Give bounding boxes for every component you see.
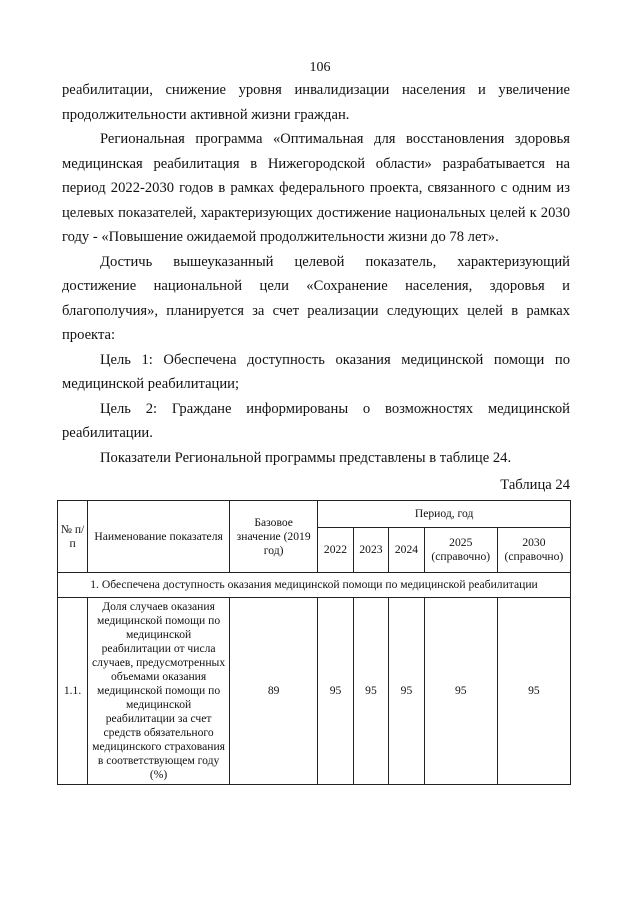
header-base: Базовое значение (2019 год) [230,501,318,573]
paragraph: реабилитации, снижение уровня инвалидизации населения и увеличение продолжительности активной жизни граждан. [62,82,570,123]
row-base-value: 89 [230,598,318,785]
row-value: 95 [424,598,497,785]
row-num: 1.1. [58,598,88,785]
paragraph: Достичь вышеуказанный целевой показатель, характеризующий достижение национальной цели «Сохранение населения, здоровья и благополучия», планируется за счет реализации следующих целей в рамках проекта: [62,253,570,343]
indicators-table [57,500,571,785]
row-value: 95 [353,598,388,785]
row-value: 95 [389,598,424,785]
table-row [58,598,571,785]
header-num: № п/п [58,501,88,573]
page-number: 106 [309,60,331,75]
row-value: 95 [497,598,570,785]
header-period: Период, год [318,501,571,528]
header-year: 2023 [353,528,388,573]
header-year: 2022 [318,528,353,573]
header-name: Наименование показателя [88,501,230,573]
section-title: 1. Обеспечена доступность оказания медицинской помощи по медицинской реабилитации [58,573,571,598]
header-year: 2025 (справочно) [424,528,497,573]
header-year: 2024 [389,528,424,573]
table-caption: Таблица 24 [500,477,570,493]
row-value: 95 [318,598,353,785]
paragraph: Региональная программа «Оптимальная для восстановления здоровья медицинская реабилитация в Нижегородской области» разрабатывается на период 2022-2030 годов в рамках федерального проекта, связанного с одним из целевых показателей, характеризующих достижение национальных целей к 2030 году - «Повышение ожидаемой продолжительности жизни до 78 лет». [62,131,570,245]
table-header-row [58,501,571,528]
row-name: Доля случаев оказания медицинской помощи по медицинской реабилитации от числа случаев, предусмотренных объемами оказания медицинской помощи по медицинской реабилитации за счет средств обязательного медицинского страхования в соответствующем году (%) [88,598,230,785]
body-text [62,78,570,470]
paragraph: Цель 2: Граждане информированы о возможностях медицинской реабилитации. [62,400,570,441]
paragraph: Показатели Региональной программы представлены в таблице 24. [100,449,512,466]
table-section-row [58,573,571,598]
header-year: 2030 (справочно) [497,528,570,573]
paragraph: Цель 1: Обеспечена доступность оказания медицинской помощи по медицинской реабилитации; [62,351,570,392]
